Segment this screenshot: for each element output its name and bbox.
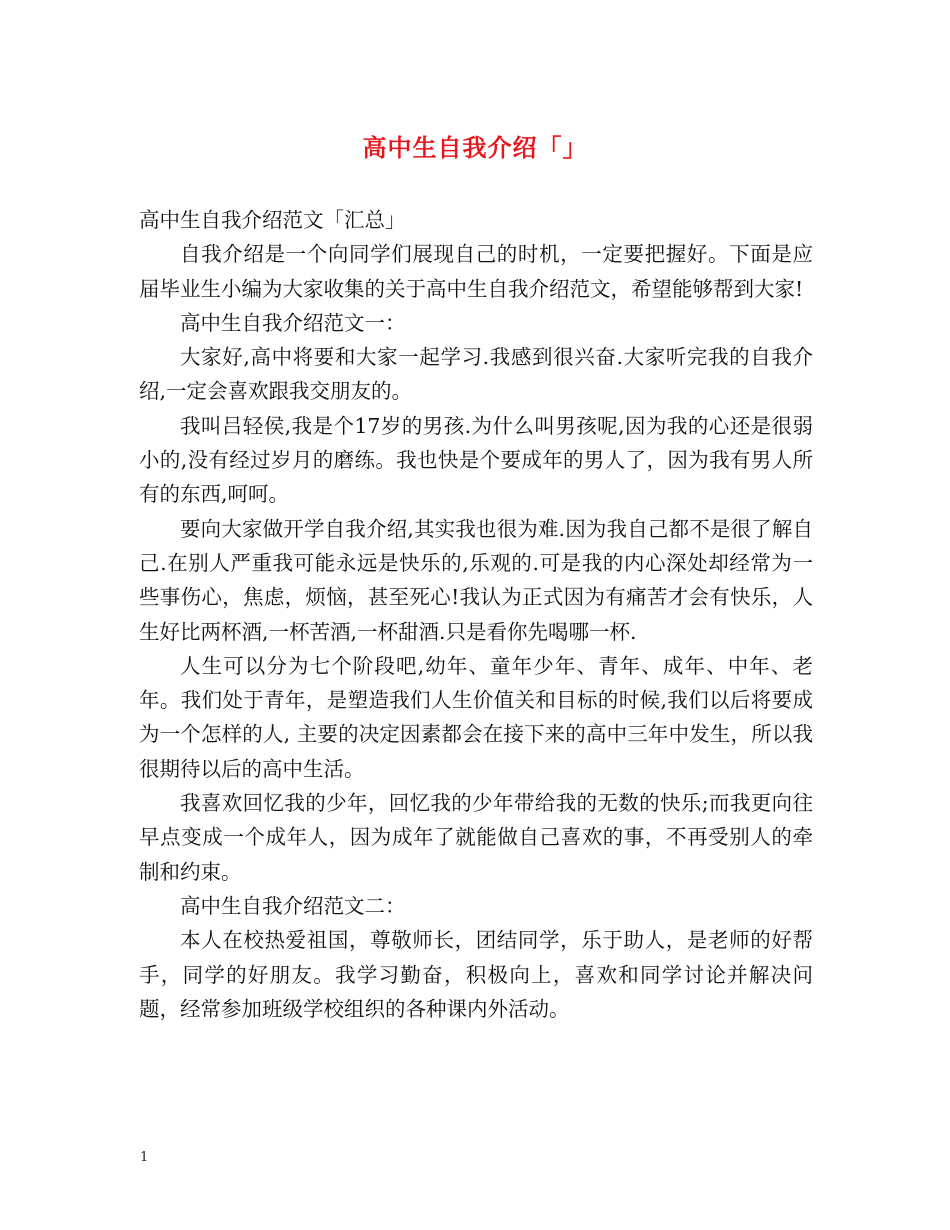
- paragraph: 大家好,高中将要和大家一起学习.我感到很兴奋.大家听完我的自我介绍,一定会喜欢跟我交朋友的。: [139, 345, 813, 404]
- paragraph: 本人在校热爱祖国，尊敬师长，团结同学，乐于助人，是老师的好帮手，同学的好朋友。我学习勤奋，积极向上，喜欢和同学讨论并解决问题，经常参加班级学校组织的各种课内外活动。: [139, 928, 813, 1021]
- paragraph-intro: 自我介绍是一个向同学们展现自己的时机，一定要把握好。下面是应届毕业生小编为大家收集的关于高中生自我介绍范文，希望能够帮到大家!: [139, 242, 813, 301]
- paragraph: 我叫吕轻侯,我是个17岁的男孩.为什么叫男孩呢,因为我的心还是很弱小的,没有经过岁月的磨练。我也快是个要成年的男人了，因为我有男人所有的东西,呵呵。: [139, 413, 813, 507]
- paragraph-subtitle: 高中生自我介绍范文「汇总」: [139, 208, 406, 232]
- paragraph: 我喜欢回忆我的少年，回忆我的少年带给我的无数的快乐;而我更向往早点变成一个成年人，因为成年了就能做自己喜欢的事，不再受别人的牵制和约束。: [139, 791, 813, 884]
- document-title: 高中生自我介绍「」: [362, 133, 588, 162]
- paragraph: 人生可以分为七个阶段吧,幼年、童年少年、青年、成年、中年、老年。我们处于青年，是塑造我们人生价值关和目标的时候,我们以后将要成为一个怎样的人, 主要的决定因素都会在接下来的高中三年中发生，所以我很期待以后的高中生活。: [139, 653, 813, 781]
- page-number: 1: [140, 1150, 149, 1165]
- section-heading-sample-one: 高中生自我介绍范文一：: [180, 310, 406, 335]
- paragraph: 要向大家做开学自我介绍,其实我也很为难.因为我自己都不是很了解自己.在别人严重我可能永远是快乐的,乐观的.可是我的内心深处却经常为一些事伤心，焦虑，烦恼，甚至死心!我认为正式因为有痛苦才会有快乐，人生好比两杯酒,一杯苦酒,一杯甜酒.只是看你先喝哪一杯.: [139, 516, 813, 644]
- section-heading-sample-two: 高中生自我介绍范文二：: [180, 893, 406, 918]
- document-body: [139, 203, 813, 1026]
